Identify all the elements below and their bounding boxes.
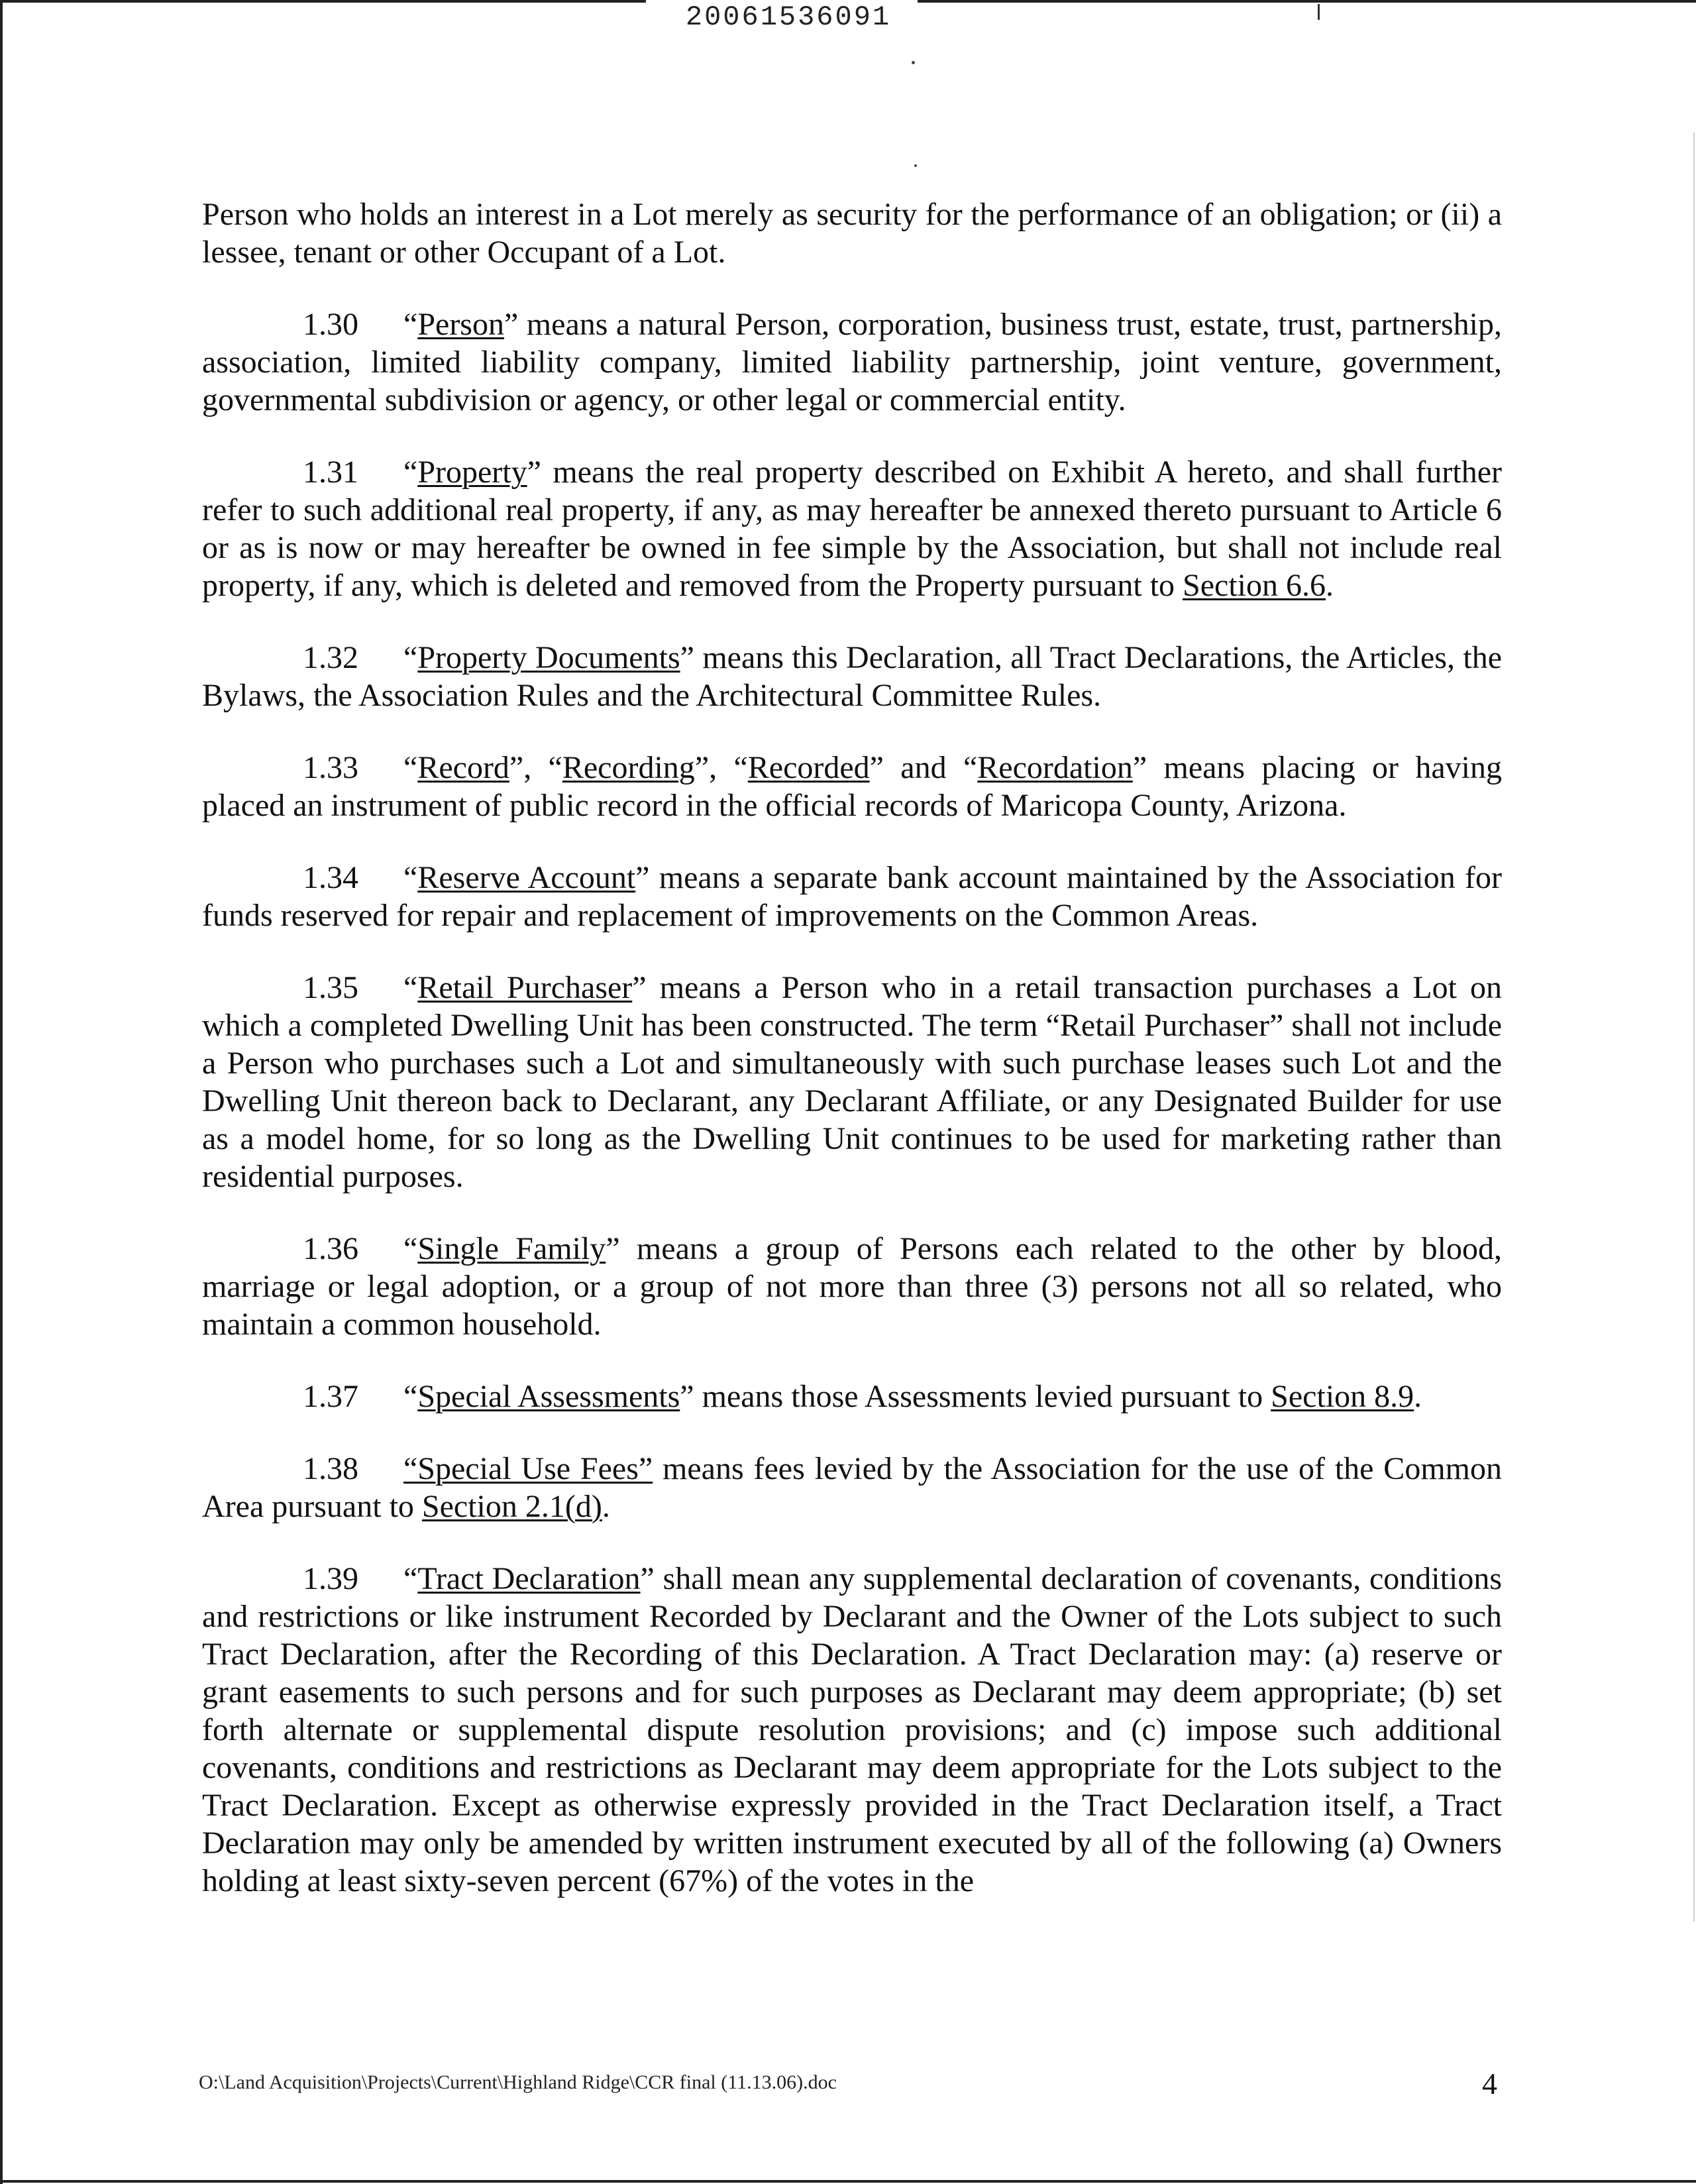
defined-term: Record bbox=[417, 750, 509, 785]
defined-term: Special Assessments bbox=[417, 1379, 680, 1414]
continuation-paragraph: Person who holds an interest in a Lot merely as security for the performance of an obligation; or (ii) a lessee, tenant or other Occupant of a Lot. bbox=[202, 197, 1502, 270]
definition-text: means fees levied by the Association for the use of the Common Area pursuant to bbox=[202, 1451, 1502, 1524]
definition-text: means the real property described on Exhibit A hereto, and shall further refer to such additional real property, if any, as may hereafter be annexed thereto pursuant to Article 6 or as is now or may hereafter be owned in fee simple by the Association, but shall not include real property, if any, which is deleted and removed from the Property pursuant to bbox=[202, 455, 1502, 603]
definition-text: means those Assessments levied pursuant to bbox=[694, 1379, 1271, 1414]
scan-mark bbox=[1318, 4, 1320, 20]
definition-1-34: 1.34 “Reserve Account” means a separate bank account maintained by the Association for funds reserved for repair and replacement of improvements on the Common Areas. bbox=[202, 860, 1503, 933]
section-number: 1.37 bbox=[303, 1379, 358, 1414]
scan-border-right bbox=[1693, 133, 1695, 1922]
section-number: 1.36 bbox=[303, 1231, 358, 1266]
scan-speck bbox=[912, 61, 915, 64]
scan-border-top-left bbox=[0, 0, 646, 3]
defined-term: Property bbox=[417, 455, 527, 490]
definition-text: means a separate bank account maintained by the Association for funds reserved for repair and replacement of improvements on the Common Areas. bbox=[202, 860, 1503, 933]
definition-1-30: 1.30 “Person” means a natural Person, corporation, business trust, estate, trust, partnership, association, limited liability company, limited liability partnership, joint venture, government, governmental subdivision or agency, or other legal or commercial entity. bbox=[202, 307, 1502, 417]
definition-1-33: 1.33 “Record”, “Recording”, “Recorded” and “Recordation” means placing or having placed an instrument of public record in the official records of Maricopa County, Arizona. bbox=[202, 750, 1502, 823]
defined-term: Property Documents bbox=[417, 640, 680, 675]
document-body bbox=[202, 195, 1502, 1900]
definition-1-39: 1.39 “Tract Declaration” shall mean any supplemental declaration of covenants, conditions and restrictions or like instrument Recorded by Declarant and the Owner of the Lots subject to such Tract Declaration, after the Recording of this Declaration. A Tract Declaration may: (a) reserve or grant easements to such persons and for such purposes as Declarant may deem appropriate; (b) set forth alternate or supplemental dispute resolution provisions; and (c) impose such additional covenants, conditions and restrictions as Declarant may deem appropriate for the Lots subject to the Tract Declaration. Except as otherwise expressly provided in the Tract Declaration itself, a Tract Declaration may only be amended by written instrument executed by all of the following (a) Owners holding at least sixty-seven percent (67%) of the votes in the bbox=[202, 1561, 1502, 1898]
definition-text: means a group of Persons each related to the other by blood, marriage or legal adoption, or a group of not more than three (3) persons not all so related, who maintain a common household. bbox=[202, 1231, 1502, 1342]
definition-1-35: 1.35 “Retail Purchaser” means a Person who in a retail transaction purchases a Lot on which a completed Dwelling Unit has been constructed. The term “Retail Purchaser” shall not include a Person who purchases such a Lot and simultaneously with such purchase leases such Lot and the Dwelling Unit thereon back to Declarant, any Declarant Affiliate, or any Designated Builder for use as a model home, for so long as the Dwelling Unit continues to be used for marketing rather than residential purposes. bbox=[202, 970, 1502, 1194]
section-reference: Section 6.6 bbox=[1183, 568, 1326, 603]
definition-1-38: 1.38 “Special Use Fees” means fees levied by the Association for the use of the Common Area pursuant to Section 2.1(d). bbox=[202, 1451, 1502, 1524]
definition-text: means a natural Person, corporation, business trust, estate, trust, partnership, association, limited liability company, limited liability partnership, joint venture, government, governmental subdivision or agency, or other legal or commercial entity. bbox=[202, 307, 1502, 417]
section-number: 1.39 bbox=[303, 1561, 358, 1596]
footer-file-path: O:\Land Acquisition\Projects\Current\Highland Ridge\CCR final (11.13.06).doc bbox=[199, 2071, 837, 2093]
section-number: 1.38 bbox=[303, 1451, 358, 1486]
definition-text: means a Person who in a retail transaction purchases a Lot on which a completed Dwelling Unit has been constructed. The term “Retail Purchaser” shall not include a Person who purchases such a Lot and simultaneously with such purchase leases such Lot and the Dwelling Unit thereon back to Declarant, any Declarant Affiliate, or any Designated Builder for use as a model home, for so long as the Dwelling Unit continues to be used for marketing rather than residential purposes. bbox=[202, 970, 1502, 1194]
definition-1-31: 1.31 “Property” means the real property described on Exhibit A hereto, and shall further refer to such additional real property, if any, as may hereafter be annexed thereto pursuant to Article 6 or as is now or may hereafter be owned in fee simple by the Association, but shall not include real property, if any, which is deleted and removed from the Property pursuant to Section 6.6. bbox=[202, 455, 1502, 603]
definition-text: shall mean any supplemental declaration of covenants, conditions and restrictions or like instrument Recorded by Declarant and the Owner of the Lots subject to such Tract Declaration, after the Recording of this Declaration. A Tract Declaration may: (a) reserve or grant easements to such persons and for such purposes as Declarant may deem appropriate; (b) set forth alternate or supplemental dispute resolution provisions; and (c) impose such additional covenants, conditions and restrictions as Declarant may deem appropriate for the Lots subject to the Tract Declaration. Except as otherwise expressly provided in the Tract Declaration itself, a Tract Declaration may only be amended by written instrument executed by all of the following (a) Owners holding at least sixty-seven percent (67%) of the votes in the bbox=[202, 1561, 1502, 1898]
section-number: 1.33 bbox=[303, 750, 358, 785]
defined-term: Recording bbox=[562, 750, 695, 785]
section-number: 1.31 bbox=[303, 455, 358, 490]
section-number: 1.35 bbox=[303, 970, 358, 1005]
document-number: 20061536091 bbox=[685, 1, 892, 33]
defined-term: Person bbox=[417, 307, 504, 342]
defined-term: Recorded bbox=[747, 750, 870, 785]
section-reference: Section 2.1(d) bbox=[421, 1489, 602, 1524]
section-number: 1.32 bbox=[303, 640, 358, 675]
definition-text: means this Declaration, all Tract Declarations, the Articles, the Bylaws, the Association Rules and the Architectural Committee Rules. bbox=[202, 640, 1502, 713]
defined-term: Single Family bbox=[417, 1231, 606, 1266]
definition-1-37: 1.37 “Special Assessments” means those Assessments levied pursuant to Section 8.9. bbox=[303, 1379, 1422, 1414]
defined-term: Retail Purchaser bbox=[417, 970, 633, 1005]
scan-speck bbox=[914, 164, 917, 167]
definition-1-32: 1.32 “Property Documents” means this Declaration, all Tract Declarations, the Articles, the Bylaws, the Association Rules and the Architectural Committee Rules. bbox=[202, 640, 1502, 713]
defined-term: “Special Use Fees” bbox=[403, 1451, 653, 1486]
scan-border-bottom bbox=[0, 2180, 1696, 2183]
defined-term: Recordation bbox=[977, 750, 1133, 785]
page-number: 4 bbox=[1482, 2067, 1497, 2101]
defined-term: Tract Declaration bbox=[417, 1561, 641, 1596]
section-reference: Section 8.9 bbox=[1271, 1379, 1414, 1414]
section-number: 1.34 bbox=[303, 860, 358, 895]
defined-term: Reserve Account bbox=[417, 860, 636, 895]
scan-border-top-right bbox=[918, 0, 1696, 3]
scan-border-left bbox=[0, 0, 3, 2184]
definition-1-36: 1.36 “Single Family” means a group of Persons each related to the other by blood, marriage or legal adoption, or a group of not more than three (3) persons not all so related, who maintain a common household. bbox=[202, 1231, 1502, 1342]
definition-text: means placing or having placed an instrument of public record in the official records of Maricopa County, Arizona. bbox=[202, 750, 1502, 823]
section-number: 1.30 bbox=[303, 307, 358, 342]
